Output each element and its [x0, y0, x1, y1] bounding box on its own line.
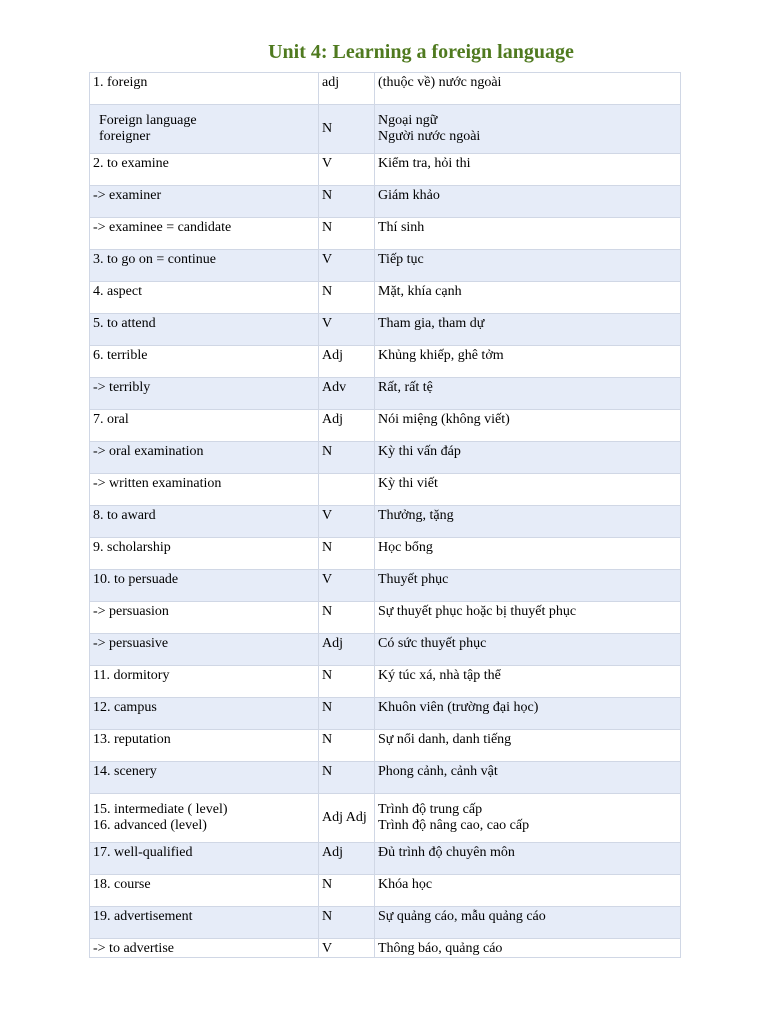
page-title: Unit 4: Learning a foreign language	[268, 41, 574, 63]
type-cell	[319, 666, 375, 698]
word-cell	[90, 378, 319, 410]
meaning-text: Học bổng	[378, 540, 433, 555]
meaning-cell	[375, 186, 681, 218]
vocab-row	[90, 570, 681, 602]
word-cell	[90, 666, 319, 698]
vocab-row	[90, 250, 681, 282]
meaning-cell	[375, 907, 681, 939]
part-of-speech: N	[322, 877, 333, 892]
meaning-cell	[375, 442, 681, 474]
meaning-text: Thưởng, tặng	[378, 508, 454, 523]
vocab-row	[90, 538, 681, 570]
meaning-text: Sự thuyết phục hoặc bị thuyết phục	[378, 604, 577, 619]
word-text: -> examiner	[93, 188, 162, 203]
word-cell	[90, 875, 319, 907]
word-cell	[90, 634, 319, 666]
part-of-speech: Adv	[322, 380, 347, 395]
meaning-text: Nói miệng (không viết)	[378, 412, 510, 427]
part-of-speech: Adj	[322, 348, 343, 363]
part-of-speech: N	[322, 604, 333, 619]
meaning-text: Tiếp tục	[378, 252, 424, 267]
type-cell	[319, 474, 375, 506]
type-cell	[319, 907, 375, 939]
meaning-text: Rất, rất tệ	[378, 380, 433, 395]
vocabulary-table-body	[90, 73, 681, 958]
type-cell	[319, 105, 375, 154]
meaning-text: Có sức thuyết phục	[378, 636, 487, 651]
word-text: 15. intermediate ( level)	[93, 802, 228, 817]
word-cell	[90, 538, 319, 570]
part-of-speech: V	[322, 252, 333, 267]
word-text: 5. to attend	[93, 316, 156, 331]
type-cell	[319, 314, 375, 346]
meaning-cell	[375, 282, 681, 314]
word-text-secondary: 16. advanced (level)	[93, 818, 207, 833]
meaning-cell	[375, 346, 681, 378]
vocab-row	[90, 875, 681, 907]
word-cell	[90, 410, 319, 442]
vocab-row	[90, 410, 681, 442]
meaning-cell	[375, 843, 681, 875]
word-text: 13. reputation	[93, 732, 171, 747]
type-cell	[319, 73, 375, 105]
meaning-text: Giám khảo	[378, 188, 440, 203]
meaning-cell	[375, 506, 681, 538]
type-cell	[319, 843, 375, 875]
word-text: -> to advertise	[93, 941, 174, 956]
word-cell	[90, 314, 319, 346]
type-cell	[319, 186, 375, 218]
word-cell	[90, 218, 319, 250]
vocab-row	[90, 698, 681, 730]
meaning-text: Khóa học	[378, 877, 433, 892]
word-text: 14. scenery	[93, 764, 157, 779]
vocab-row	[90, 762, 681, 794]
meaning-text: Đủ trình độ chuyên môn	[378, 845, 515, 860]
word-text: -> terribly	[93, 380, 151, 395]
part-of-speech: N	[322, 764, 333, 779]
vocab-row	[90, 907, 681, 939]
meaning-text: Thuyết phục	[378, 572, 449, 587]
word-text-secondary: foreigner	[99, 129, 151, 144]
word-text: Foreign language	[99, 113, 197, 128]
part-of-speech: N	[322, 220, 333, 235]
meaning-text: Kỳ thi viết	[378, 476, 438, 491]
word-cell	[90, 939, 319, 958]
word-text: 19. advertisement	[93, 909, 193, 924]
vocab-row	[90, 939, 681, 958]
vocab-row	[90, 442, 681, 474]
word-cell	[90, 698, 319, 730]
meaning-cell	[375, 474, 681, 506]
word-text: 11. dormitory	[93, 668, 170, 683]
type-cell	[319, 939, 375, 958]
meaning-text: (thuộc về) nước ngoài	[378, 75, 502, 90]
word-cell	[90, 186, 319, 218]
word-text: 6. terrible	[93, 348, 148, 363]
type-cell	[319, 698, 375, 730]
word-text: 3. to go on = continue	[93, 252, 216, 267]
part-of-speech: N	[322, 700, 333, 715]
vocab-row	[90, 730, 681, 762]
word-cell	[90, 570, 319, 602]
vocab-row	[90, 506, 681, 538]
type-cell	[319, 538, 375, 570]
meaning-text: Kiểm tra, hỏi thi	[378, 156, 471, 171]
word-text: 4. aspect	[93, 284, 142, 299]
type-cell	[319, 794, 375, 843]
type-cell	[319, 730, 375, 762]
word-text: 9. scholarship	[93, 540, 171, 555]
type-cell	[319, 442, 375, 474]
part-of-speech: Adj	[322, 845, 343, 860]
part-of-speech: Adj Adj	[322, 810, 367, 825]
word-cell	[90, 907, 319, 939]
word-text: -> examinee = candidate	[93, 220, 232, 235]
word-cell	[90, 154, 319, 186]
vocab-row	[90, 73, 681, 105]
word-text: 10. to persuade	[93, 572, 179, 587]
word-text: -> persuasive	[93, 636, 169, 651]
word-cell	[90, 105, 319, 154]
meaning-cell	[375, 794, 681, 843]
meaning-cell	[375, 538, 681, 570]
type-cell	[319, 875, 375, 907]
meaning-text: Sự quảng cáo, mẫu quảng cáo	[378, 909, 546, 924]
word-text: 2. to examine	[93, 156, 169, 171]
type-cell	[319, 282, 375, 314]
type-cell	[319, 410, 375, 442]
meaning-cell	[375, 698, 681, 730]
type-cell	[319, 570, 375, 602]
meaning-text: Trình độ trung cấp	[378, 802, 483, 817]
type-cell	[319, 346, 375, 378]
vocab-row	[90, 314, 681, 346]
vocab-row	[90, 666, 681, 698]
meaning-text: Ngoại ngữ	[378, 113, 438, 128]
meaning-cell	[375, 410, 681, 442]
type-cell	[319, 250, 375, 282]
meaning-cell	[375, 666, 681, 698]
meaning-cell	[375, 154, 681, 186]
part-of-speech: V	[322, 508, 333, 523]
part-of-speech: Adj	[322, 412, 343, 427]
word-text: 18. course	[93, 877, 151, 892]
vocab-row	[90, 843, 681, 875]
word-text: -> oral examination	[93, 444, 204, 459]
part-of-speech: N	[322, 284, 333, 299]
part-of-speech: N	[322, 121, 333, 136]
vocab-row	[90, 602, 681, 634]
part-of-speech: V	[322, 941, 333, 956]
word-text: 17. well-qualified	[93, 845, 193, 860]
meaning-text: Ký túc xá, nhà tập thể	[378, 668, 501, 683]
word-text: -> persuasion	[93, 604, 169, 619]
meaning-cell	[375, 218, 681, 250]
word-cell	[90, 794, 319, 843]
vocab-row	[90, 794, 681, 843]
word-cell	[90, 250, 319, 282]
meaning-cell	[375, 634, 681, 666]
word-cell	[90, 346, 319, 378]
meaning-text: Khuôn viên (trường đại học)	[378, 700, 539, 715]
word-text: 1. foreign	[93, 75, 148, 90]
meaning-text: Kỳ thi vấn đáp	[378, 444, 461, 459]
meaning-cell	[375, 762, 681, 794]
word-cell	[90, 442, 319, 474]
word-cell	[90, 282, 319, 314]
meaning-cell	[375, 602, 681, 634]
part-of-speech: N	[322, 909, 333, 924]
word-cell	[90, 602, 319, 634]
vocab-row	[90, 218, 681, 250]
type-cell	[319, 762, 375, 794]
word-text: 12. campus	[93, 700, 157, 715]
meaning-text-secondary: Trình độ nâng cao, cao cấp	[378, 818, 530, 833]
type-cell	[319, 602, 375, 634]
vocab-row	[90, 634, 681, 666]
part-of-speech: N	[322, 668, 333, 683]
part-of-speech: adj	[322, 75, 340, 90]
part-of-speech: V	[322, 156, 333, 171]
meaning-text: Sự nổi danh, danh tiếng	[378, 732, 512, 747]
part-of-speech: N	[322, 188, 333, 203]
meaning-cell	[375, 730, 681, 762]
type-cell	[319, 634, 375, 666]
word-cell	[90, 474, 319, 506]
vocab-row	[90, 154, 681, 186]
meaning-text: Mặt, khía cạnh	[378, 284, 462, 299]
part-of-speech: V	[322, 572, 333, 587]
type-cell	[319, 506, 375, 538]
meaning-cell	[375, 570, 681, 602]
part-of-speech: V	[322, 316, 333, 331]
vocab-row	[90, 346, 681, 378]
type-cell	[319, 154, 375, 186]
part-of-speech: N	[322, 444, 333, 459]
meaning-text: Tham gia, tham dự	[378, 316, 485, 331]
word-text: 7. oral	[93, 412, 129, 427]
meaning-text: Khủng khiếp, ghê tởm	[378, 348, 504, 363]
meaning-cell	[375, 105, 681, 154]
word-cell	[90, 843, 319, 875]
vocab-row	[90, 186, 681, 218]
word-text: 8. to award	[93, 508, 156, 523]
part-of-speech: N	[322, 732, 333, 747]
meaning-text: Thí sinh	[378, 220, 425, 235]
meaning-cell	[375, 250, 681, 282]
vocab-row	[90, 105, 681, 154]
vocab-row	[90, 474, 681, 506]
word-cell	[90, 73, 319, 105]
word-cell	[90, 506, 319, 538]
part-of-speech: N	[322, 540, 333, 555]
vocab-row	[90, 378, 681, 410]
meaning-text: Phong cảnh, cảnh vật	[378, 764, 498, 779]
word-cell	[90, 730, 319, 762]
part-of-speech: Adj	[322, 636, 343, 651]
word-text: -> written examination	[93, 476, 222, 491]
type-cell	[319, 378, 375, 410]
type-cell	[319, 218, 375, 250]
vocabulary-table	[89, 72, 681, 958]
meaning-cell	[375, 875, 681, 907]
meaning-cell	[375, 939, 681, 958]
meaning-cell	[375, 73, 681, 105]
meaning-cell	[375, 314, 681, 346]
meaning-text: Thông báo, quảng cáo	[378, 941, 503, 956]
vocab-row	[90, 282, 681, 314]
meaning-text-secondary: Người nước ngoài	[378, 129, 481, 144]
meaning-cell	[375, 378, 681, 410]
word-cell	[90, 762, 319, 794]
